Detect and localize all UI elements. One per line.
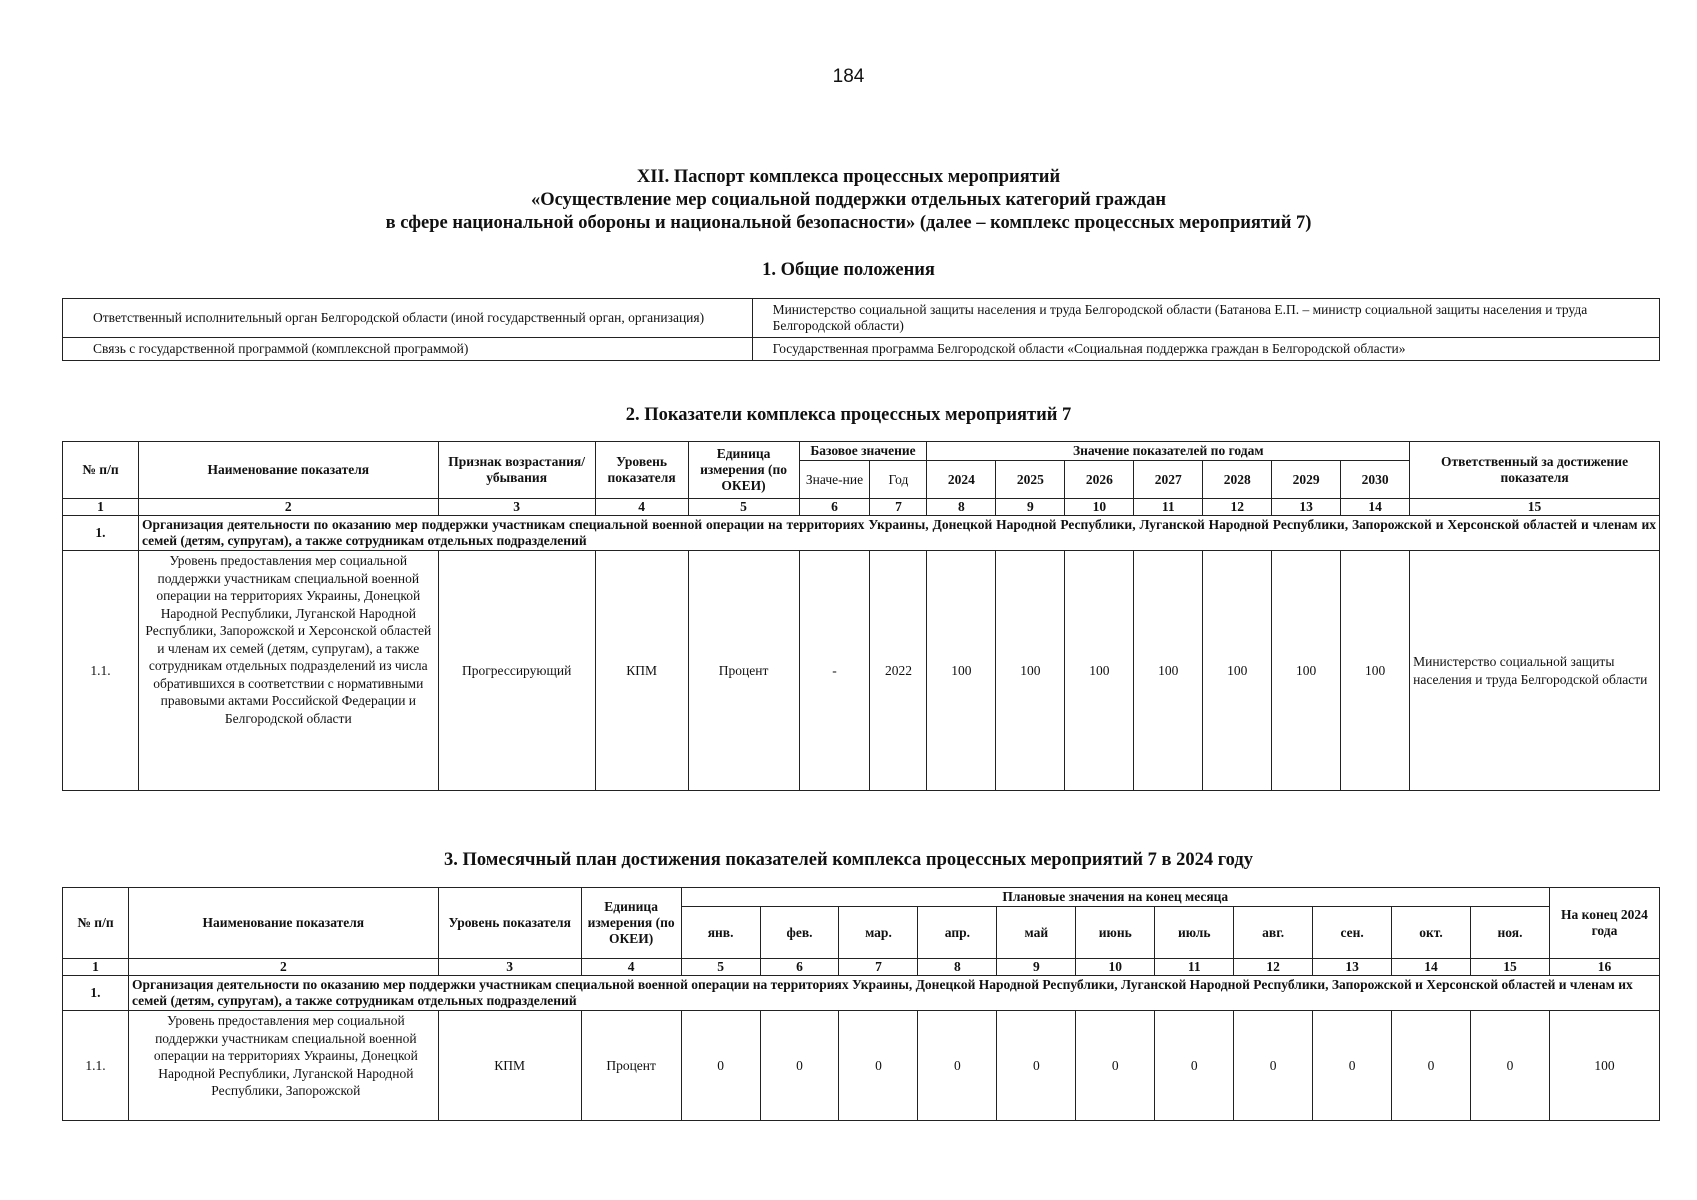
indicator-unit: Процент (688, 551, 799, 791)
indicator-month-value: 0 (1313, 1011, 1392, 1121)
year-header: 2029 (1272, 461, 1341, 499)
column-number: 15 (1410, 499, 1660, 516)
col-num-header: № п/п (63, 442, 139, 499)
col-months-group-header: Плановые значения на конец месяца (681, 888, 1549, 907)
col-years-group-header: Значение показателей по годам (927, 442, 1410, 461)
indicator-number: 1.1. (63, 1011, 129, 1121)
year-header: 2026 (1065, 461, 1134, 499)
col-base-year-header: Год (870, 461, 927, 499)
column-number: 14 (1392, 959, 1471, 976)
indicator-responsible: Министерство социальной защиты населения и труда Белгородской области (1410, 551, 1660, 791)
month-header: окт. (1392, 907, 1471, 959)
indicator-row (63, 551, 1660, 791)
indicator-sign: Прогрессирующий (438, 551, 595, 791)
indicators-table (62, 441, 1660, 791)
column-number: 6 (799, 499, 870, 516)
month-header: янв. (681, 907, 760, 959)
indicator-month-value: 0 (839, 1011, 918, 1121)
column-number: 10 (1065, 499, 1134, 516)
indicator-month-value: 0 (1155, 1011, 1234, 1121)
column-number: 2 (128, 959, 438, 976)
column-number: 15 (1471, 959, 1550, 976)
indicator-month-value: 0 (918, 1011, 997, 1121)
indicator-month-value: 0 (1471, 1011, 1550, 1121)
goal-number: 1. (63, 516, 139, 551)
general-provisions-table (62, 298, 1660, 361)
indicator-year-value: 100 (1134, 551, 1203, 791)
column-number: 1 (63, 959, 129, 976)
indicator-level: КПМ (595, 551, 688, 791)
column-number: 8 (918, 959, 997, 976)
indicator-unit: Процент (581, 1011, 681, 1121)
page-number: 184 (832, 66, 865, 87)
col-base-value-header: Значе-ние (799, 461, 870, 499)
indicator-year-value: 100 (1065, 551, 1134, 791)
column-number: 2 (138, 499, 438, 516)
col-base-header: Базовое значение (799, 442, 927, 461)
month-header: сен. (1313, 907, 1392, 959)
col-sign-header: Признак возрастания/ убывания (438, 442, 595, 499)
indicator-month-value: 0 (1392, 1011, 1471, 1121)
table-row (63, 338, 1660, 361)
month-header: фев. (760, 907, 839, 959)
column-number: 5 (688, 499, 799, 516)
title-line-3: в сфере национальной обороны и национальной безопасности» (далее – комплекс процессных мероприятий 7) (385, 213, 1312, 233)
column-number: 3 (438, 499, 595, 516)
column-number: 4 (595, 499, 688, 516)
column-number: 4 (581, 959, 681, 976)
col-unit-header: Единица измерения (по ОКЕИ) (688, 442, 799, 499)
section2-heading: 2. Показатели комплекса процессных мероприятий 7 (625, 405, 1072, 425)
indicator-year-end-value: 100 (1549, 1011, 1659, 1121)
title-line-2: «Осуществление мер социальной поддержки отдельных категорий граждан (531, 190, 1166, 210)
indicator-month-value: 0 (1234, 1011, 1313, 1121)
column-number: 12 (1234, 959, 1313, 976)
col-level-header: Уровень показателя (438, 888, 581, 959)
column-number: 11 (1155, 959, 1234, 976)
header-row (63, 442, 1660, 461)
goal-text: Организация деятельности по оказанию мер поддержки участникам специальной военной операции на территориях Украины, Донецкой Народной Республики, Луганской Народной Республики, Запорожской и Херсонской областей и членам их семей (детям, супругам), а также сотрудникам отдельных подразделений (128, 976, 1659, 1011)
indicator-month-value: 0 (760, 1011, 839, 1121)
column-number: 13 (1272, 499, 1341, 516)
column-number: 12 (1203, 499, 1272, 516)
col-unit-header: Единица измерения (по ОКЕИ) (581, 888, 681, 959)
column-number: 5 (681, 959, 760, 976)
indicator-year-value: 100 (1272, 551, 1341, 791)
year-header: 2028 (1203, 461, 1272, 499)
column-number-row (63, 959, 1660, 976)
col-name-header: Наименование показателя (138, 442, 438, 499)
column-number: 14 (1341, 499, 1410, 516)
col-name-header: Наименование показателя (128, 888, 438, 959)
indicator-base-year: 2022 (870, 551, 927, 791)
goal-row (63, 516, 1660, 551)
column-number-row (63, 499, 1660, 516)
month-header: июнь (1076, 907, 1155, 959)
column-number: 8 (927, 499, 996, 516)
column-number: 3 (438, 959, 581, 976)
goal-number: 1. (63, 976, 129, 1011)
indicator-year-value: 100 (1341, 551, 1410, 791)
col-level-header: Уровень показателя (595, 442, 688, 499)
column-number: 16 (1549, 959, 1659, 976)
month-header: июль (1155, 907, 1234, 959)
general-value-cell: Государственная программа Белгородской области «Социальная поддержка граждан в Белгородской области» (752, 338, 1659, 361)
monthly-plan-table (62, 887, 1660, 1121)
month-header: апр. (918, 907, 997, 959)
indicator-name: Уровень предоставления мер социальной поддержки участникам специальной военной операции на территориях Украины, Донецкой Народной Республики, Луганской Народной Республики, Запорожской (128, 1011, 438, 1121)
indicator-base-value: - (799, 551, 870, 791)
indicator-year-value: 100 (927, 551, 996, 791)
general-value-cell: Министерство социальной защиты населения и труда Белгородской области (Батанова Е.П. – министр социальной защиты населения и труда Белгородской области) (752, 299, 1659, 338)
indicator-row (63, 1011, 1660, 1121)
column-number: 11 (1134, 499, 1203, 516)
year-header: 2027 (1134, 461, 1203, 499)
goal-row (63, 976, 1660, 1011)
month-header: май (997, 907, 1076, 959)
month-header: авг. (1234, 907, 1313, 959)
column-number: 7 (839, 959, 918, 976)
section1-heading: 1. Общие положения (762, 260, 935, 280)
section3-heading: 3. Помесячный план достижения показателей комплекса процессных мероприятий 7 в 2024 году (443, 850, 1253, 870)
column-number: 13 (1313, 959, 1392, 976)
goal-text: Организация деятельности по оказанию мер поддержки участникам специальной военной операции на территориях Украины, Донецкой Народной Республики, Луганской Народной Республики, Запорожской и Херсонской областей и членам их семей (детям, супругам), а также сотрудникам отдельных подразделений (138, 516, 1659, 551)
title-line-1: XII. Паспорт комплекса процессных мероприятий (636, 167, 1061, 187)
header-row (63, 888, 1660, 907)
indicator-year-value: 100 (996, 551, 1065, 791)
column-number: 9 (996, 499, 1065, 516)
column-number: 7 (870, 499, 927, 516)
table-row (63, 299, 1660, 338)
column-number: 10 (1076, 959, 1155, 976)
indicator-month-value: 0 (997, 1011, 1076, 1121)
year-header: 2024 (927, 461, 996, 499)
column-number: 6 (760, 959, 839, 976)
year-header: 2030 (1341, 461, 1410, 499)
column-number: 1 (63, 499, 139, 516)
col-responsible-header: Ответственный за достижение показателя (1410, 442, 1660, 499)
indicator-number: 1.1. (63, 551, 139, 791)
month-header: ноя. (1471, 907, 1550, 959)
general-label-cell: Связь с государственной программой (комплексной программой) (63, 338, 753, 361)
col-year-end-header: На конец 2024 года (1549, 888, 1659, 959)
indicator-month-value: 0 (681, 1011, 760, 1121)
general-label-cell: Ответственный исполнительный орган Белгородской области (иной государственный орган, организация) (63, 299, 753, 338)
document-title (0, 166, 1697, 235)
indicator-name: Уровень предоставления мер социальной поддержки участникам специальной военной операции на территориях Украины, Донецкой Народной Республики, Луганской Народной Республики, Запорожской и Херсонской областей и членам их семей (детям, супругам), а также сотрудникам отдельных подразделений из числа обратившихся в соответствии с нормативными правовыми актами Российской Федерации и Белгородской области (138, 551, 438, 791)
column-number: 9 (997, 959, 1076, 976)
indicator-month-value: 0 (1076, 1011, 1155, 1121)
month-header: мар. (839, 907, 918, 959)
col-num-header: № п/п (63, 888, 129, 959)
indicator-level: КПМ (438, 1011, 581, 1121)
indicator-year-value: 100 (1203, 551, 1272, 791)
year-header: 2025 (996, 461, 1065, 499)
